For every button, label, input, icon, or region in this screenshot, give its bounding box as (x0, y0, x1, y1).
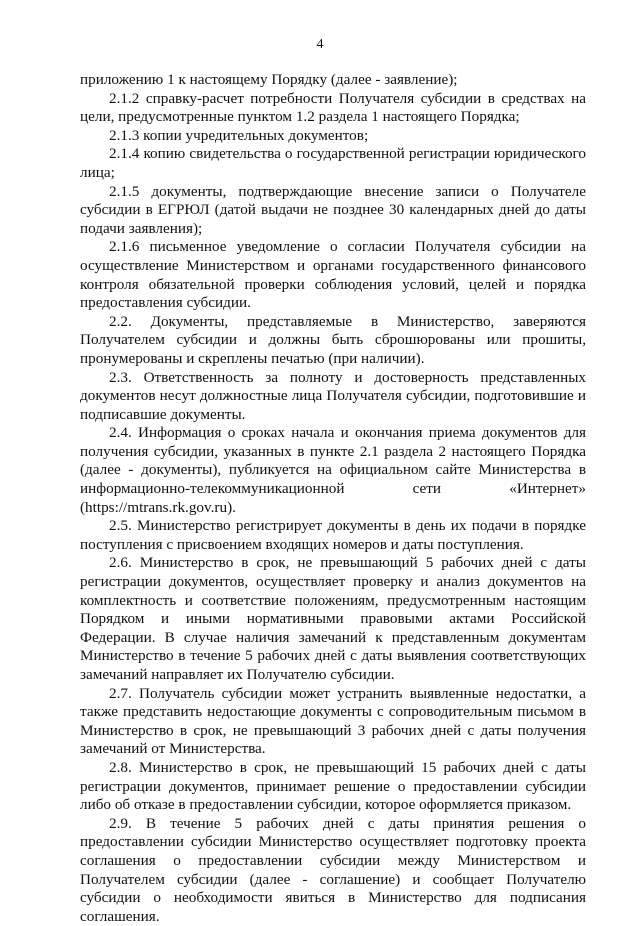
paragraph-2-1-5: 2.1.5 документы, подтверждающие внесение записи о Получателе субсидии в ЕГРЮЛ (датой выдачи не позднее 30 календарных дней до даты подачи заявления); (80, 182, 586, 237)
paragraph-2-3: 2.3. Ответственность за полноту и достоверность представленных документов несут должностные лица Получателя субсидии, подготовившие и подписавшие документы. (80, 368, 586, 423)
paragraph-2-1-2: 2.1.2 справку-расчет потребности Получателя субсидии в средствах на цели, предусмотренные пунктом 1.2 раздела 1 настоящего Порядка; (80, 89, 586, 126)
paragraph-2-5: 2.5. Министерство регистрирует документы в день их подачи в порядке поступления с присвоением входящих номеров и даты поступления. (80, 517, 586, 553)
paragraph-2-6: 2.6. Министерство в срок, не превышающий 5 рабочих дней с даты регистрации документов, осуществляет проверку и анализ документов на комплектность и соответствие положениям, предусмотренным настоящим Порядком и иными нормативными правовыми актами Российской Федерации. В случае наличия замечаний к представленным документам Министерство в течение 5 рабочих дней с даты выявления соответствующих замечаний направляет их Получателю субсидии. (80, 554, 586, 683)
paragraph-2-4: 2.4. Информация о сроках начала и окончания приема документов для получения субсидии, указанных в пункте 2.1 раздела 2 настоящего Порядка (далее - документы), публикуется на официальном сайте Министерства в информационно-телекоммуникационной сети «Интернет» (https://mtrans.rk.gov.ru). (80, 424, 586, 516)
paragraph-continuation: приложению 1 к настоящему Порядку (далее - заявление); (80, 71, 458, 88)
paragraph-2-1-6: 2.1.6 письменное уведомление о согласии Получателя субсидии на осуществление Министерством и органами государственного финансового контроля обязательной проверки соблюдения условий, целей и порядка предоставления субсидии. (80, 238, 586, 312)
paragraph-2-7: 2.7. Получатель субсидии может устранить выявленные недостатки, а также представить недостающие документы с сопроводительным письмом в Министерство в срок, не превышающий 3 рабочих дней с даты получения замечаний от Министерства. (80, 684, 586, 758)
page-number: 4 (316, 37, 324, 52)
paragraph-2-9: 2.9. В течение 5 рабочих дней с даты принятия решения о предоставлении субсидии Министерство осуществляет подготовку проекта соглашения о предоставлении субсидии между Министерством и Получателем субсидии (далее - соглашение) и сообщает Получателю субсидии о необходимости явиться в Министерство для подписания соглашения. (80, 814, 586, 925)
document-body (80, 71, 586, 926)
paragraph-2-8: 2.8. Министерство в срок, не превышающий 15 рабочих дней с даты регистрации документов, принимает решение о предоставлении субсидии либо об отказе в предоставлении субсидии, которое оформляется приказом. (80, 758, 586, 814)
paragraph-2-1-3: 2.1.3 копии учредительных документов; (109, 126, 369, 144)
paragraph-2-2: 2.2. Документы, представляемые в Министерство, заверяются Получателем субсидии и должны быть сброшюрованы или прошиты, пронумерованы и скреплены печатью (при наличии). (80, 312, 586, 367)
paragraph-2-1-4: 2.1.4 копию свидетельства о государственной регистрации юридического лица; (80, 145, 586, 181)
